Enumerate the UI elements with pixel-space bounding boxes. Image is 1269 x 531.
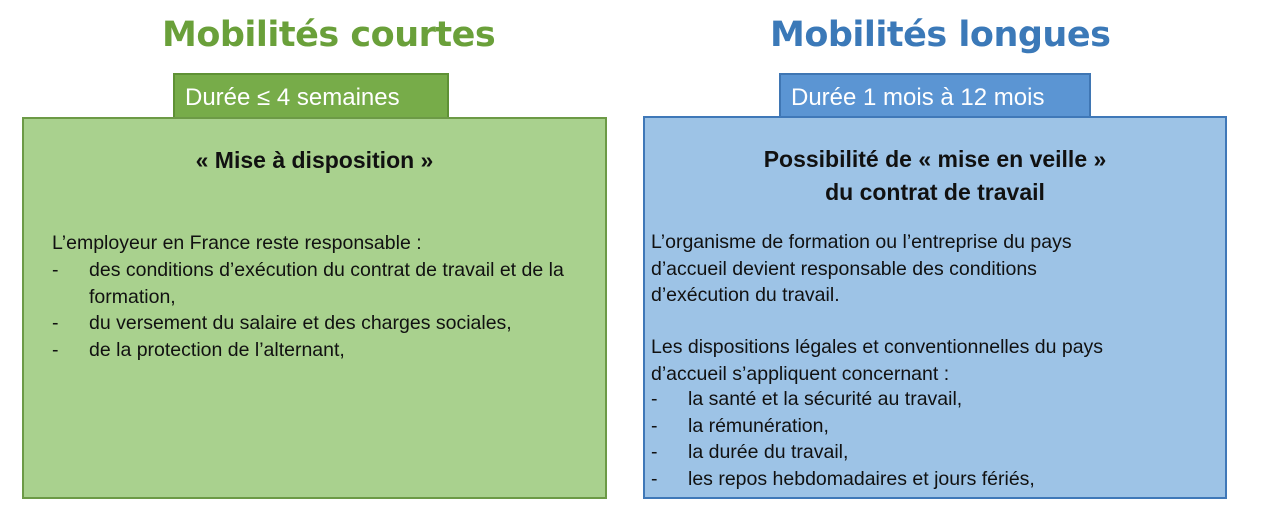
long-mobility-panel — [643, 116, 1227, 499]
short-mobility-panel — [22, 117, 607, 499]
long-mobility-provisions-paragraph — [651, 334, 1103, 387]
list-item-text: la rémunération, — [688, 414, 829, 437]
bullet-dash: - — [52, 338, 59, 361]
bullet-dash: - — [651, 467, 658, 490]
short-mobility-heading: « Mise à disposition » — [195, 147, 434, 173]
list-item-text: du versement du salaire et des charges sociales, — [89, 312, 512, 334]
list-item — [651, 413, 1211, 440]
long-mobility-heading-line: Possibilité de « mise en veille » — [763, 146, 1107, 172]
list-item — [52, 310, 592, 337]
list-item — [651, 466, 1211, 493]
list-item — [651, 386, 1211, 413]
long-mobility-title: Mobilités longues — [770, 15, 1111, 55]
bullet-dash: - — [52, 312, 59, 334]
paragraph-line: Les dispositions légales et conventionnelles du pays — [651, 336, 1104, 358]
list-item — [52, 337, 592, 364]
bullet-dash: - — [52, 259, 59, 281]
paragraph-line: L’organisme de formation ou l’entreprise du pays — [651, 231, 1072, 253]
long-duration-tag: Durée 1 mois à 12 mois — [779, 73, 1091, 118]
long-mobility-heading-line: du contrat de travail — [825, 179, 1045, 205]
bullet-dash: - — [651, 388, 658, 410]
long-mobility-bullet-list — [651, 386, 1211, 492]
list-item-text: les repos hebdomadaires et jours fériés, — [688, 467, 1035, 490]
list-item — [52, 257, 592, 310]
list-item-text: de la protection de l’alternant, — [89, 338, 345, 361]
list-item-text: la durée du travail, — [688, 441, 849, 463]
bullet-dash: - — [651, 414, 658, 437]
paragraph-line: d’accueil s’appliquent concernant : — [651, 362, 950, 385]
short-mobility-title: Mobilités courtes — [162, 15, 496, 55]
long-mobility-heading — [645, 143, 1225, 209]
short-duration-tag: Durée ≤ 4 semaines — [173, 73, 449, 118]
short-mobility-intro: L’employeur en France reste responsable : — [52, 232, 422, 254]
long-mobility-responsibility-paragraph — [651, 229, 1072, 309]
bullet-dash: - — [651, 441, 658, 463]
paragraph-line: d’accueil devient responsable des conditions — [651, 257, 1037, 280]
list-item-text: des conditions d’exécution du contrat de travail et de la formation, — [89, 259, 564, 308]
paragraph-line: d’exécution du travail. — [651, 284, 840, 306]
short-mobility-bullet-list — [52, 257, 592, 363]
list-item-text: la santé et la sécurité au travail, — [688, 388, 963, 410]
list-item — [651, 439, 1211, 466]
